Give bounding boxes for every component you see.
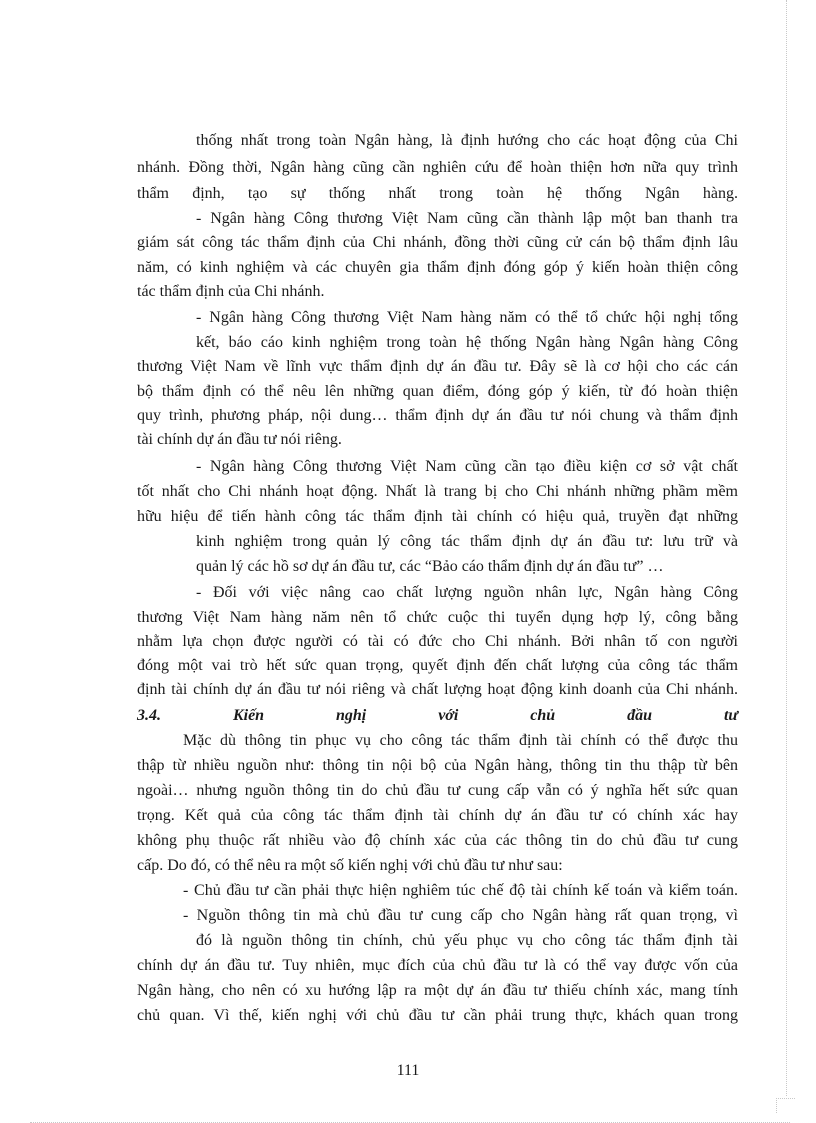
text-line: tài chính dự án đầu tư nói riêng.	[137, 431, 342, 448]
text-line: quy trình, phương pháp, nội dung… thẩm định dự án đầu tư nói chung và thẩm định	[137, 407, 738, 424]
text-line: nhằm lựa chọn được người có tài có đức cho Chi nhánh. Bởi nhân tố con người	[137, 633, 738, 650]
text-line: hữu hiệu để tiến hành công tác thẩm định tài chính có hiệu quả, truyền đạt những	[137, 508, 738, 525]
text-line: nhánh. Đồng thời, Ngân hàng cũng cần nghiên cứu để hoàn thiện hơn nữa quy trình	[137, 159, 738, 176]
text-line: chủ quan. Vì thế, kiến nghị với chủ đầu tư cần phải trung thực, khách quan trong	[137, 1007, 738, 1024]
text-line: bộ thẩm định có thể nêu lên những quan điểm, đóng góp ý kiến, từ đó hoàn thiện	[137, 383, 738, 400]
text-line: thương Việt Nam về lĩnh vực thẩm định dự án đầu tư. Đây sẽ là cơ hội cho các cán	[137, 358, 738, 375]
text-line: ngoài… nhưng nguồn thông tin do chủ đầu tư cung cấp vẫn có ý nghĩa hết sức quan	[137, 782, 738, 799]
text-line: đóng một vai trò hết sức quan trọng, quyết định đến chất lượng của công tác thẩm	[137, 657, 738, 674]
text-line: kinh nghiệm trong quản lý công tác thẩm định dự án đầu tư: lưu trữ và	[196, 533, 738, 550]
text-line: Ngân hàng, cho nên có xu hướng lập ra một dự án đầu tư thiếu chính xác, mang tính	[137, 982, 738, 999]
text-line: - Ngân hàng Công thương Việt Nam hàng năm có thể tổ chức hội nghị tổng	[196, 309, 738, 326]
text-line: kết, báo cáo kinh nghiệm trong toàn hệ thống Ngân hàng Ngân hàng Công	[196, 334, 738, 351]
text-line: - Đối với việc nâng cao chất lượng nguồn nhân lực, Ngân hàng Công	[196, 584, 738, 601]
text-line: - Nguồn thông tin mà chủ đầu tư cung cấp cho Ngân hàng rất quan trọng, vì	[183, 907, 738, 924]
page-border-right	[786, 0, 787, 1096]
section-heading: 3.4. Kiến nghị với chủ đầu tư	[137, 707, 738, 724]
text-line: tốt nhất cho Chi nhánh hoạt động. Nhất là trang bị cho Chi nhánh những phầm mềm	[137, 483, 738, 500]
text-line: cấp. Do đó, có thể nêu ra một số kiến nghị với chủ đầu tư như sau:	[137, 857, 563, 874]
text-line: quản lý các hồ sơ dự án đầu tư, các “Bảo cáo thẩm định dự án đầu tư” …	[196, 558, 664, 575]
text-line: năm, có kinh nghiệm và các chuyên gia thẩm định đóng góp ý kiến hoàn thiện công	[137, 259, 738, 276]
text-line: tác thẩm định của Chi nhánh.	[137, 283, 325, 300]
text-line: - Ngân hàng Công thương Việt Nam cũng cần tạo điều kiện cơ sở vật chất	[196, 458, 738, 475]
text-line: Mặc dù thông tin phục vụ cho công tác thẩm định tài chính có thể được thu	[183, 732, 738, 749]
text-line: thẩm định, tạo sự thống nhất trong toàn hệ thống Ngân hàng.	[137, 185, 738, 202]
page-number: 111	[396, 1062, 420, 1079]
text-line: chính dự án đầu tư. Tuy nhiên, mục đích của chủ đầu tư là có thể vay được vốn của	[137, 957, 738, 974]
text-line: trọng. Kết quả của công tác thẩm định tài chính dự án đầu tư có chính xác hay	[137, 807, 738, 824]
text-line: thập từ nhiều nguồn như: thông tin nội bộ của Ngân hàng, thông tin thu thập từ bên	[137, 757, 738, 774]
text-line: không phụ thuộc rất nhiều vào độ chính xác của các thông tin do chủ đầu tư cung	[137, 832, 738, 849]
text-line: thương Việt Nam hàng năm nên tổ chức cuộc thi tuyển dụng hợp lý, công bằng	[137, 609, 738, 626]
text-line: thống nhất trong toàn Ngân hàng, là định hướng cho các hoạt động của Chi	[196, 132, 738, 149]
text-line: - Chủ đầu tư cần phải thực hiện nghiêm túc chế độ tài chính kế toán và kiểm toán.	[183, 882, 738, 899]
text-line: giám sát công tác thẩm định của Chi nhánh, đồng thời cũng cử cán bộ thẩm định lâu	[137, 234, 738, 251]
text-line: - Ngân hàng Công thương Việt Nam cũng cần thành lập một ban thanh tra	[196, 210, 738, 227]
text-line: đó là nguồn thông tin chính, chủ yếu phục vụ cho công tác thẩm định tài	[196, 932, 738, 949]
page-border-corner	[776, 1098, 795, 1113]
text-line: định tài chính dự án đầu tư nói riêng và chất lượng hoạt động kinh doanh của Chi nhánh.	[137, 681, 738, 698]
